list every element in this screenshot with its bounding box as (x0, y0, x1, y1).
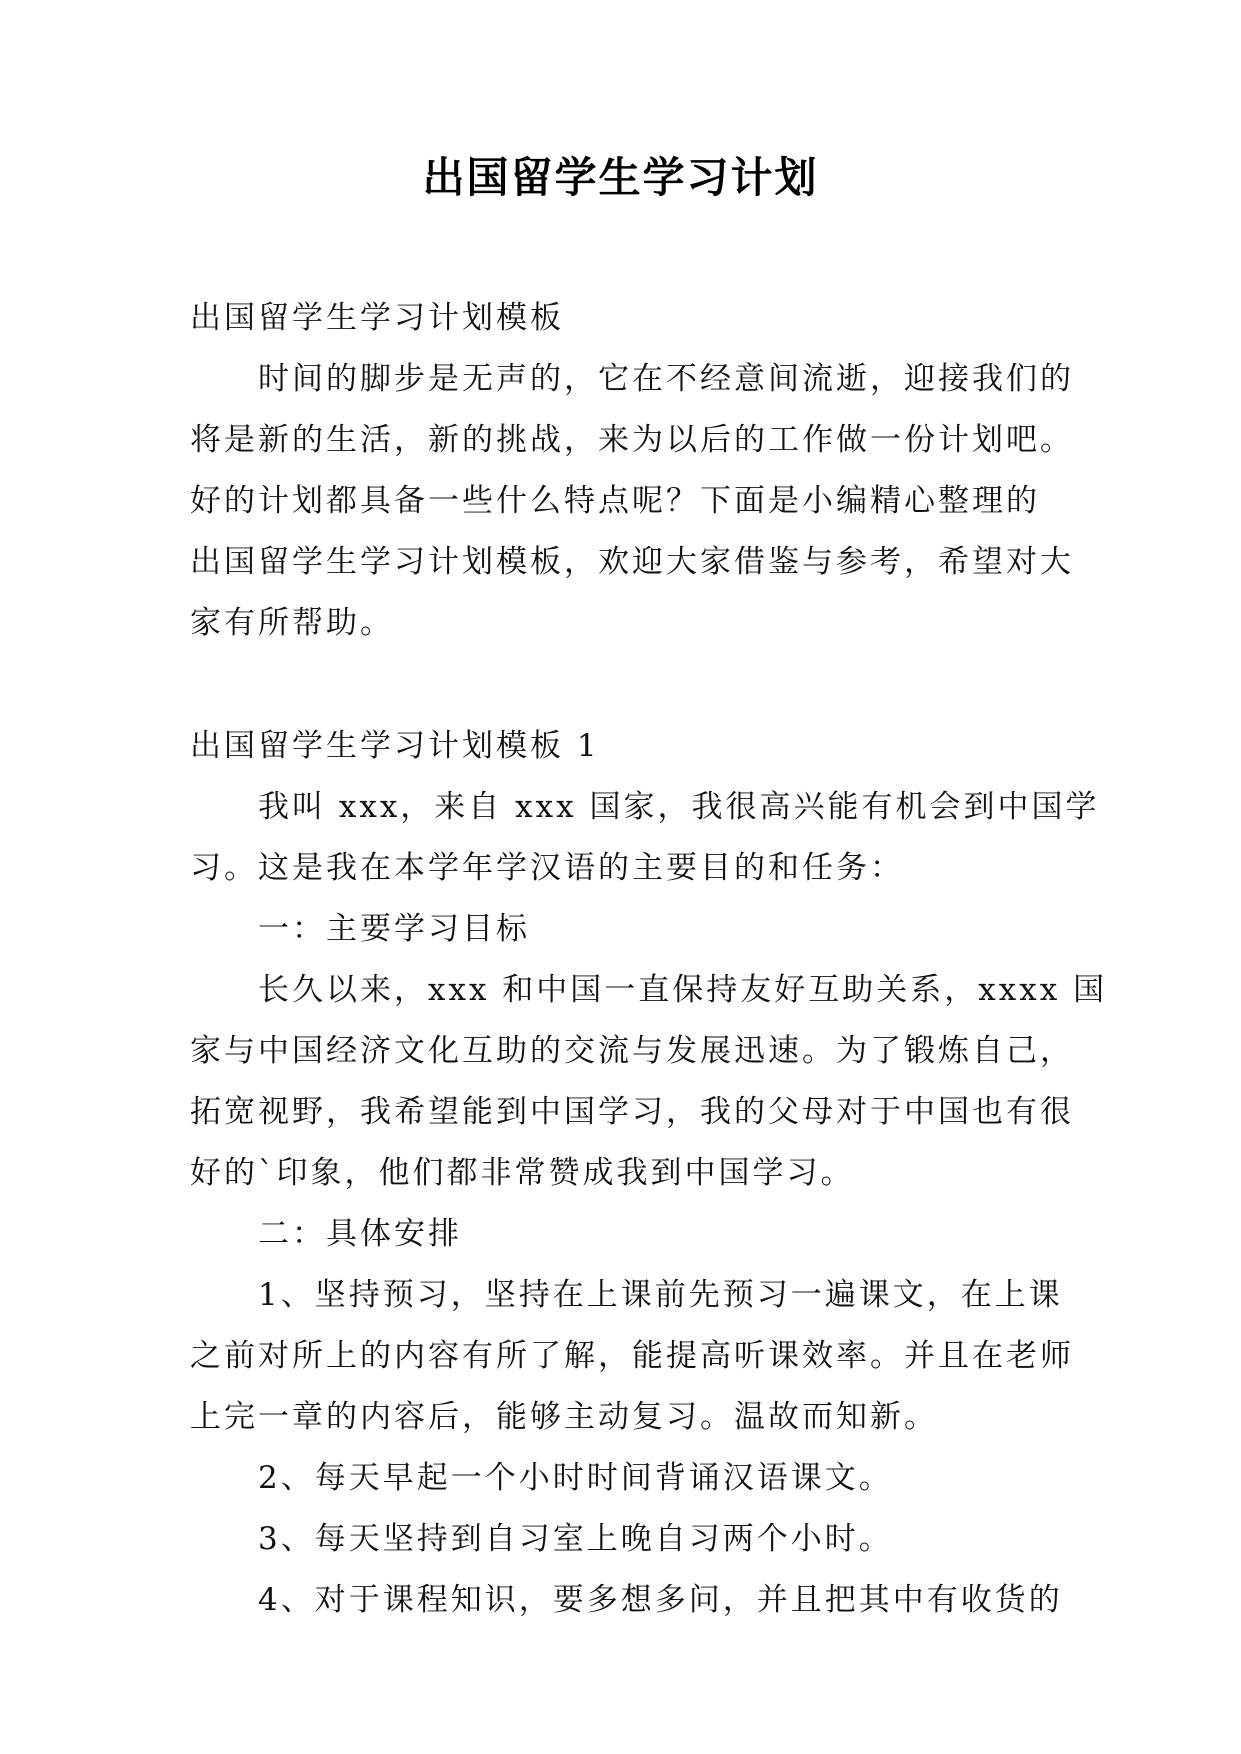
section-heading: 出国留学生学习计划模板 (190, 300, 564, 336)
paragraph-line: 好的计划都具备一些什么特点呢？下面是小编精心整理的 (190, 483, 1040, 519)
paragraph-line: 1、坚持预习，坚持在上课前先预习一遍课文，在上课 (258, 1277, 1063, 1313)
paragraph-line: 家有所帮助。 (190, 605, 394, 641)
paragraph-line: 时间的脚步是无声的，它在不经意间流逝，迎接我们的 (258, 361, 1074, 397)
paragraph-line: 将是新的生活，新的挑战，来为以后的工作做一份计划吧。 (190, 422, 1074, 458)
paragraph-line: 3、每天坚持到自习室上晚自习两个小时。 (258, 1521, 893, 1557)
subheading-line: 二：具体安排 (258, 1216, 462, 1252)
paragraph-line: 我叫 xxx，来自 xxx 国家，我很高兴能有机会到中国学 (258, 789, 1100, 825)
paragraph-line: 好的`印象，他们都非常赞成我到中国学习。 (190, 1155, 855, 1191)
paragraph-line: 4、对于课程知识，要多想多问，并且把其中有收货的 (258, 1582, 1063, 1618)
paragraph-line: 拓宽视野，我希望能到中国学习，我的父母对于中国也有很 (190, 1094, 1074, 1130)
document-title: 出国留学生学习计划 (422, 153, 819, 202)
paragraph-line: 家与中国经济文化互助的交流与发展迅速。为了锻炼自己， (190, 1033, 1074, 1069)
paragraph-line: 习。这是我在本学年学汉语的主要目的和任务： (190, 850, 904, 886)
paragraph-line: 之前对所上的内容有所了解，能提高听课效率。并且在老师 (190, 1338, 1074, 1374)
paragraph-line: 上完一章的内容后，能够主动复习。温故而知新。 (190, 1399, 938, 1435)
paragraph-line: 出国留学生学习计划模板，欢迎大家借鉴与参考，希望对大 (190, 544, 1074, 580)
section-heading: 出国留学生学习计划模板 1 (190, 728, 600, 764)
paragraph-line: 长久以来，xxx 和中国一直保持友好互助关系，xxxx 国 (258, 972, 1108, 1008)
document-body (190, 288, 1108, 1631)
section-gap (190, 654, 1065, 716)
subheading-line: 一：主要学习目标 (258, 911, 530, 947)
paragraph-line: 2、每天早起一个小时时间背诵汉语课文。 (258, 1460, 893, 1496)
